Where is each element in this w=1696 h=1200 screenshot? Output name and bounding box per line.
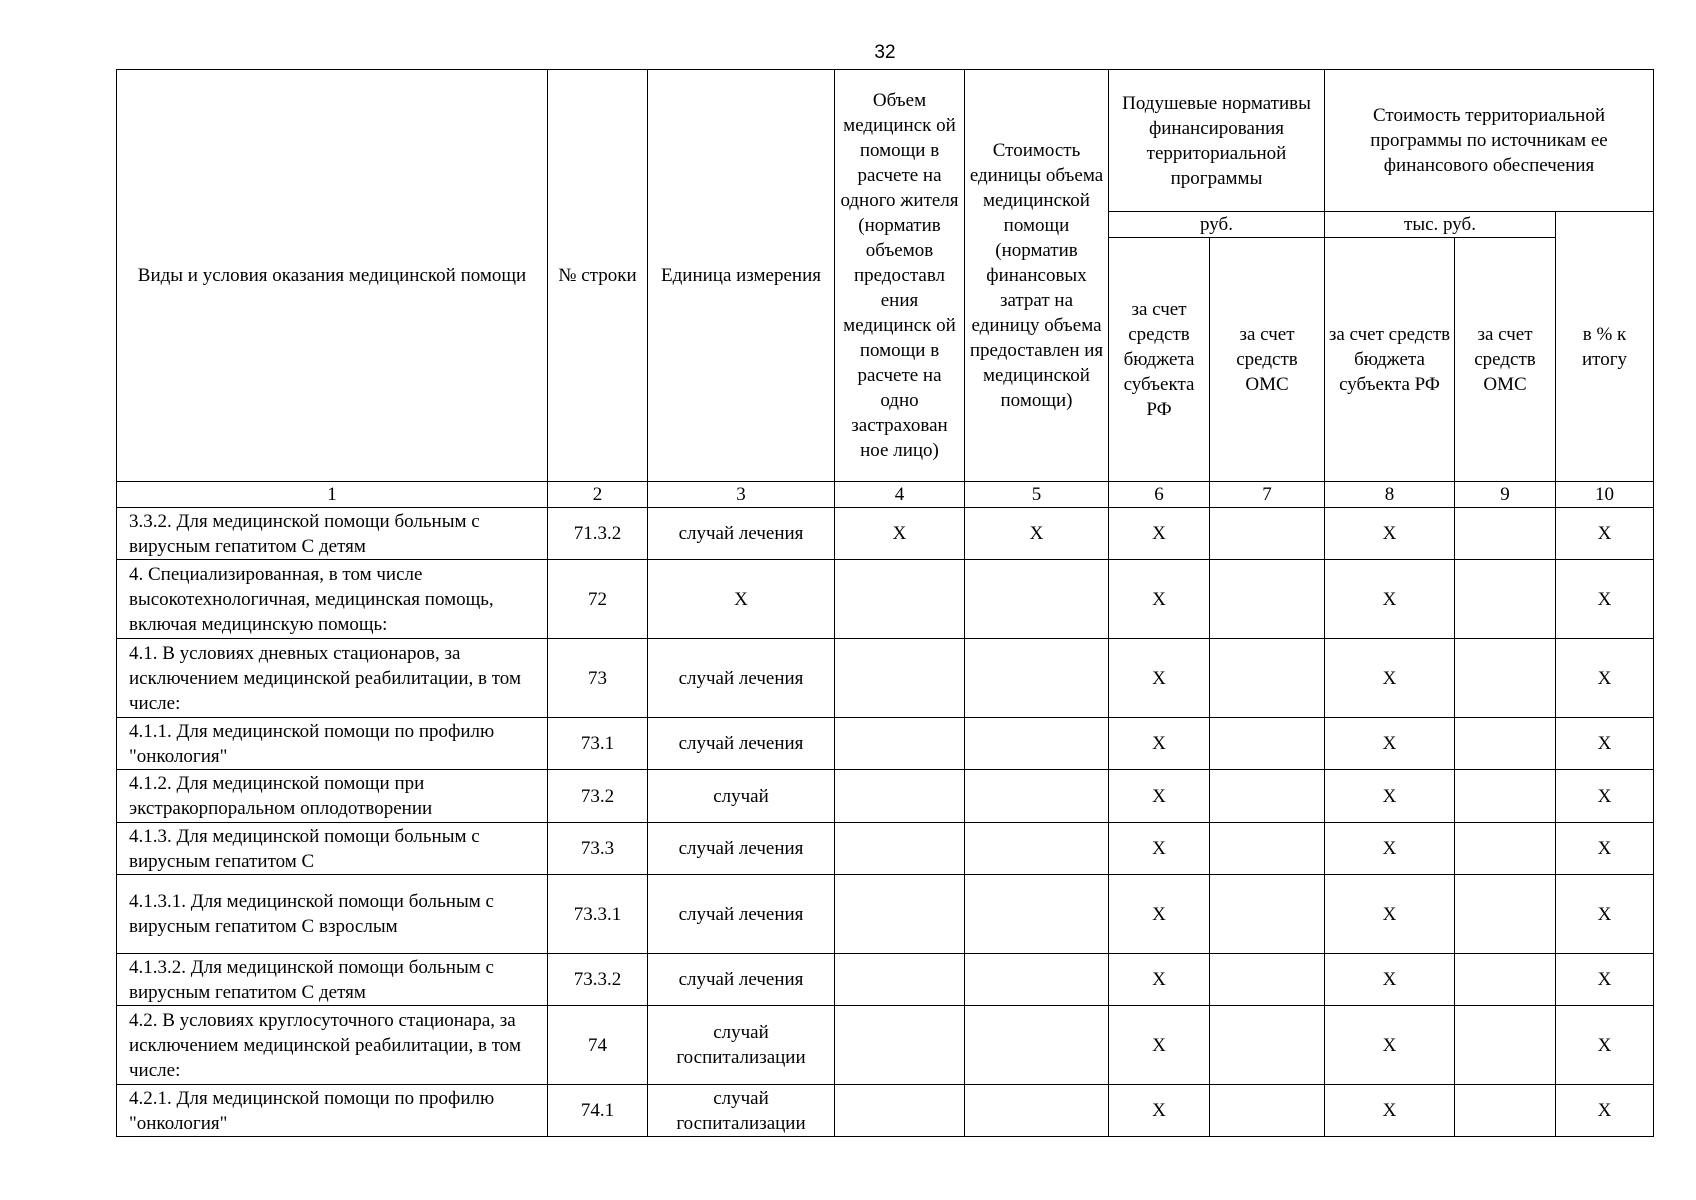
row-per-capita-oms bbox=[1210, 954, 1325, 1006]
row-unit: случай госпитализации bbox=[648, 1085, 835, 1137]
row-per-capita-oms bbox=[1210, 770, 1325, 823]
row-volume bbox=[835, 875, 965, 954]
row-cost-oms bbox=[1455, 1085, 1556, 1137]
row-cost-oms bbox=[1455, 954, 1556, 1006]
row-unit: случай лечения bbox=[648, 508, 835, 560]
header-line-number: № строки bbox=[548, 70, 648, 482]
row-cost-oms bbox=[1455, 560, 1556, 639]
row-name: 4.1.3.1. Для медицинской помощи больным с вирусным гепатитом С взрослым bbox=[117, 875, 548, 954]
header-program-cost: Стоимость территориальной программы по источникам ее финансового обеспечения bbox=[1325, 70, 1654, 212]
row-name: 4.1.1. Для медицинской помощи по профилю "онкология" bbox=[117, 718, 548, 770]
row-line-number: 74 bbox=[548, 1006, 648, 1085]
row-unit-cost: X bbox=[965, 508, 1109, 560]
table-row bbox=[117, 1006, 1654, 1085]
row-percent: X bbox=[1556, 954, 1654, 1006]
row-unit: случай лечения bbox=[648, 639, 835, 718]
row-line-number: 73 bbox=[548, 639, 648, 718]
header-unit: Единица измерения bbox=[648, 70, 835, 482]
row-per-capita-budget: X bbox=[1109, 560, 1210, 639]
row-line-number: 73.3.1 bbox=[548, 875, 648, 954]
row-volume bbox=[835, 770, 965, 823]
row-cost-oms bbox=[1455, 508, 1556, 560]
row-cost-budget: X bbox=[1325, 770, 1455, 823]
table-row bbox=[117, 954, 1654, 1006]
row-per-capita-budget: X bbox=[1109, 718, 1210, 770]
column-number: 5 bbox=[965, 482, 1109, 508]
row-volume bbox=[835, 718, 965, 770]
header-cost-oms: за счет средств ОМС bbox=[1455, 238, 1556, 482]
row-cost-budget: X bbox=[1325, 639, 1455, 718]
row-unit-cost bbox=[965, 639, 1109, 718]
row-cost-oms bbox=[1455, 1006, 1556, 1085]
row-per-capita-oms bbox=[1210, 508, 1325, 560]
column-number-row bbox=[117, 482, 1654, 508]
row-per-capita-oms bbox=[1210, 560, 1325, 639]
header-percent-of-total: в % к итогу bbox=[1556, 212, 1654, 482]
row-percent: X bbox=[1556, 639, 1654, 718]
row-unit-cost bbox=[965, 875, 1109, 954]
column-number: 7 bbox=[1210, 482, 1325, 508]
row-line-number: 73.2 bbox=[548, 770, 648, 823]
row-unit-cost bbox=[965, 718, 1109, 770]
header-cost-budget: за счет средств бюджета субъекта РФ bbox=[1325, 238, 1455, 482]
row-cost-budget: X bbox=[1325, 823, 1455, 875]
header-unit-thousand-rub: тыс. руб. bbox=[1325, 212, 1556, 238]
row-percent: X bbox=[1556, 508, 1654, 560]
column-number: 1 bbox=[117, 482, 548, 508]
row-cost-oms bbox=[1455, 639, 1556, 718]
row-line-number: 73.3.2 bbox=[548, 954, 648, 1006]
row-percent: X bbox=[1556, 823, 1654, 875]
row-volume: X bbox=[835, 508, 965, 560]
row-volume bbox=[835, 560, 965, 639]
header-unit-cost: Стоимость единицы объема медицинской помощи (норматив финансовых затрат на единицу объема предоставлен ия медицинской помощи) bbox=[965, 70, 1109, 482]
header-per-capita-standards: Подушевые нормативы финансирования территориальной программы bbox=[1109, 70, 1325, 212]
row-cost-oms bbox=[1455, 770, 1556, 823]
row-unit-cost bbox=[965, 560, 1109, 639]
row-per-capita-budget: X bbox=[1109, 875, 1210, 954]
row-cost-oms bbox=[1455, 875, 1556, 954]
table-row bbox=[117, 560, 1654, 639]
column-number: 2 bbox=[548, 482, 648, 508]
row-cost-budget: X bbox=[1325, 718, 1455, 770]
header-unit-rub: руб. bbox=[1109, 212, 1325, 238]
row-unit: случай лечения bbox=[648, 954, 835, 1006]
row-per-capita-oms bbox=[1210, 875, 1325, 954]
row-per-capita-budget: X bbox=[1109, 770, 1210, 823]
header-per-capita-budget: за счет средств бюджета субъекта РФ bbox=[1109, 238, 1210, 482]
row-per-capita-budget: X bbox=[1109, 954, 1210, 1006]
row-name: 4.1. В условиях дневных стационаров, за исключением медицинской реабилитации, в том числе: bbox=[117, 639, 548, 718]
row-volume bbox=[835, 954, 965, 1006]
row-volume bbox=[835, 1085, 965, 1137]
row-line-number: 73.3 bbox=[548, 823, 648, 875]
row-unit-cost bbox=[965, 954, 1109, 1006]
column-number: 4 bbox=[835, 482, 965, 508]
row-unit: случай лечения bbox=[648, 875, 835, 954]
column-number: 9 bbox=[1455, 482, 1556, 508]
row-unit: случай лечения bbox=[648, 718, 835, 770]
row-per-capita-budget: X bbox=[1109, 1085, 1210, 1137]
column-number: 3 bbox=[648, 482, 835, 508]
row-name: 4.1.3. Для медицинской помощи больным с вирусным гепатитом С bbox=[117, 823, 548, 875]
row-unit-cost bbox=[965, 770, 1109, 823]
medical-care-table bbox=[116, 69, 1654, 1137]
row-per-capita-oms bbox=[1210, 639, 1325, 718]
row-per-capita-oms bbox=[1210, 1085, 1325, 1137]
column-number: 6 bbox=[1109, 482, 1210, 508]
row-name: 4.1.2. Для медицинской помощи при экстракорпоральном оплодотворении bbox=[117, 770, 548, 823]
row-cost-budget: X bbox=[1325, 1085, 1455, 1137]
row-name: 4.1.3.2. Для медицинской помощи больным с вирусным гепатитом С детям bbox=[117, 954, 548, 1006]
row-name: 4.2. В условиях круглосуточного стационара, за исключением медицинской реабилитации, в том числе: bbox=[117, 1006, 548, 1085]
row-cost-oms bbox=[1455, 823, 1556, 875]
row-name: 4. Специализированная, в том числе высокотехнологичная, медицинская помощь, включая медицинскую помощь: bbox=[117, 560, 548, 639]
row-line-number: 72 bbox=[548, 560, 648, 639]
table-row bbox=[117, 639, 1654, 718]
row-per-capita-oms bbox=[1210, 823, 1325, 875]
row-unit: X bbox=[648, 560, 835, 639]
table-row bbox=[117, 823, 1654, 875]
row-volume bbox=[835, 639, 965, 718]
row-line-number: 74.1 bbox=[548, 1085, 648, 1137]
row-line-number: 71.3.2 bbox=[548, 508, 648, 560]
row-cost-budget: X bbox=[1325, 508, 1455, 560]
row-cost-budget: X bbox=[1325, 954, 1455, 1006]
row-volume bbox=[835, 1006, 965, 1085]
header-volume-per-resident: Объем медицинск ой помощи в расчете на одного жителя (норматив объемов предоставл ения медицинск ой помощи в расчете на одно застрахован ное лицо) bbox=[835, 70, 965, 482]
row-unit-cost bbox=[965, 1085, 1109, 1137]
row-unit: случай госпитализации bbox=[648, 1006, 835, 1085]
row-per-capita-budget: X bbox=[1109, 508, 1210, 560]
row-name: 3.3.2. Для медицинской помощи больным с вирусным гепатитом С детям bbox=[117, 508, 548, 560]
row-cost-budget: X bbox=[1325, 1006, 1455, 1085]
row-per-capita-budget: X bbox=[1109, 639, 1210, 718]
row-per-capita-oms bbox=[1210, 718, 1325, 770]
column-number: 10 bbox=[1556, 482, 1654, 508]
row-cost-oms bbox=[1455, 718, 1556, 770]
row-percent: X bbox=[1556, 1006, 1654, 1085]
row-percent: X bbox=[1556, 718, 1654, 770]
row-line-number: 73.1 bbox=[548, 718, 648, 770]
page-number: 32 bbox=[874, 42, 896, 63]
row-cost-budget: X bbox=[1325, 875, 1455, 954]
row-per-capita-budget: X bbox=[1109, 1006, 1210, 1085]
table-row bbox=[117, 718, 1654, 770]
row-percent: X bbox=[1556, 875, 1654, 954]
table-row bbox=[117, 508, 1654, 560]
row-unit: случай bbox=[648, 770, 835, 823]
table-row bbox=[117, 1085, 1654, 1137]
row-volume bbox=[835, 823, 965, 875]
row-per-capita-oms bbox=[1210, 1006, 1325, 1085]
header-kinds-of-care: Виды и условия оказания медицинской помощи bbox=[117, 70, 548, 482]
table-row bbox=[117, 770, 1654, 823]
row-cost-budget: X bbox=[1325, 560, 1455, 639]
header-per-capita-oms: за счет средств ОМС bbox=[1210, 238, 1325, 482]
column-number: 8 bbox=[1325, 482, 1455, 508]
row-unit: случай лечения bbox=[648, 823, 835, 875]
row-percent: X bbox=[1556, 560, 1654, 639]
row-name: 4.2.1. Для медицинской помощи по профилю "онкология" bbox=[117, 1085, 548, 1137]
row-percent: X bbox=[1556, 770, 1654, 823]
row-per-capita-budget: X bbox=[1109, 823, 1210, 875]
row-unit-cost bbox=[965, 823, 1109, 875]
row-percent: X bbox=[1556, 1085, 1654, 1137]
table-row bbox=[117, 875, 1654, 954]
row-unit-cost bbox=[965, 1006, 1109, 1085]
